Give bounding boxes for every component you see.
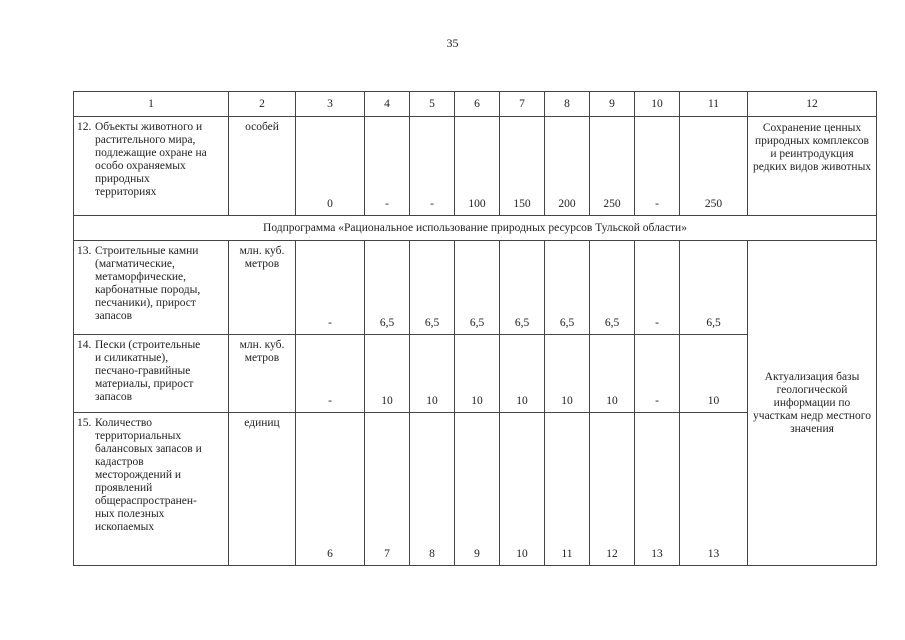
subprogram-row	[74, 216, 877, 241]
value-cell: 12	[590, 413, 635, 566]
value-cell: 200	[545, 117, 590, 216]
value-cell: -	[296, 241, 365, 335]
column-header: 5	[410, 92, 455, 117]
indicator-name: Объекты животного и	[95, 121, 203, 133]
column-header: 2	[229, 92, 296, 117]
table-row	[74, 241, 877, 335]
page-number: 35	[446, 36, 459, 50]
indicator-name-cell: 15. Количество территориальных балансовых запасов и кадастров месторождений и проявлений общераспространен- ных полезных ископаемых	[74, 413, 229, 566]
expected-result-cell: Сохранение ценных природных комплексов и реинтродукция редких видов животных	[748, 117, 877, 216]
column-header: 6	[455, 92, 500, 117]
value-cell: 100	[455, 117, 500, 216]
indicator-name-cell: 13. Строительные камни (магматические, метаморфические, карбонатные породы, песчаники), прирост запасов	[74, 241, 229, 335]
value-cell: -	[365, 117, 410, 216]
value-cell: 250	[680, 117, 748, 216]
unit-cell: млн. куб. метров	[229, 241, 296, 335]
value-cell: 7	[365, 413, 410, 566]
value-cell: 250	[590, 117, 635, 216]
row-number: 12.	[77, 121, 92, 133]
value-cell: 6,5	[680, 241, 748, 335]
row-number: 13.	[77, 245, 92, 257]
column-header-row	[74, 92, 877, 117]
value-cell: -	[635, 335, 680, 413]
value-cell: 13	[680, 413, 748, 566]
column-header: 11	[680, 92, 748, 117]
value-cell: 10	[500, 413, 545, 566]
value-cell: 10	[455, 335, 500, 413]
column-header: 9	[590, 92, 635, 117]
value-cell: 10	[545, 335, 590, 413]
column-header: 7	[500, 92, 545, 117]
row-number: 15.	[77, 417, 92, 429]
value-cell: 10	[680, 335, 748, 413]
indicators-table	[73, 91, 877, 566]
value-cell: 6,5	[455, 241, 500, 335]
column-header: 3	[296, 92, 365, 117]
value-cell: 6,5	[545, 241, 590, 335]
value-cell: 6	[296, 413, 365, 566]
value-cell: 10	[410, 335, 455, 413]
unit-cell: млн. куб. метров	[229, 335, 296, 413]
unit-cell: особей	[229, 117, 296, 216]
value-cell: 9	[455, 413, 500, 566]
value-cell: 11	[545, 413, 590, 566]
indicator-name-cell: 12. Объекты животного и растительного мира, подлежащие охране на особо охраняемых природных территориях	[74, 117, 229, 216]
value-cell: -	[635, 117, 680, 216]
column-header: 12	[748, 92, 877, 117]
value-cell: 6,5	[590, 241, 635, 335]
value-cell: 13	[635, 413, 680, 566]
value-cell: -	[410, 117, 455, 216]
value-cell: 150	[500, 117, 545, 216]
row-number: 14.	[77, 339, 92, 351]
value-cell: -	[296, 335, 365, 413]
table-row	[74, 117, 877, 216]
column-header: 1	[74, 92, 229, 117]
column-header: 8	[545, 92, 590, 117]
value-cell: 0	[296, 117, 365, 216]
value-cell: 10	[365, 335, 410, 413]
merged-expected-result-cell: Актуализация базы геологической информации по участкам недр местного значения	[748, 241, 877, 566]
value-cell: 10	[500, 335, 545, 413]
unit-cell: единиц	[229, 413, 296, 566]
value-cell: 8	[410, 413, 455, 566]
value-cell: 10	[590, 335, 635, 413]
value-cell: 6,5	[410, 241, 455, 335]
indicator-name-cell: 14. Пески (строительные и силикатные), песчано-гравийные материалы, прирост запасов	[74, 335, 229, 413]
value-cell: 6,5	[500, 241, 545, 335]
value-cell: 6,5	[365, 241, 410, 335]
column-header: 10	[635, 92, 680, 117]
subprogram-title: Подпрограмма «Рациональное использование природных ресурсов Тульской области»	[74, 216, 877, 241]
value-cell: -	[635, 241, 680, 335]
column-header: 4	[365, 92, 410, 117]
